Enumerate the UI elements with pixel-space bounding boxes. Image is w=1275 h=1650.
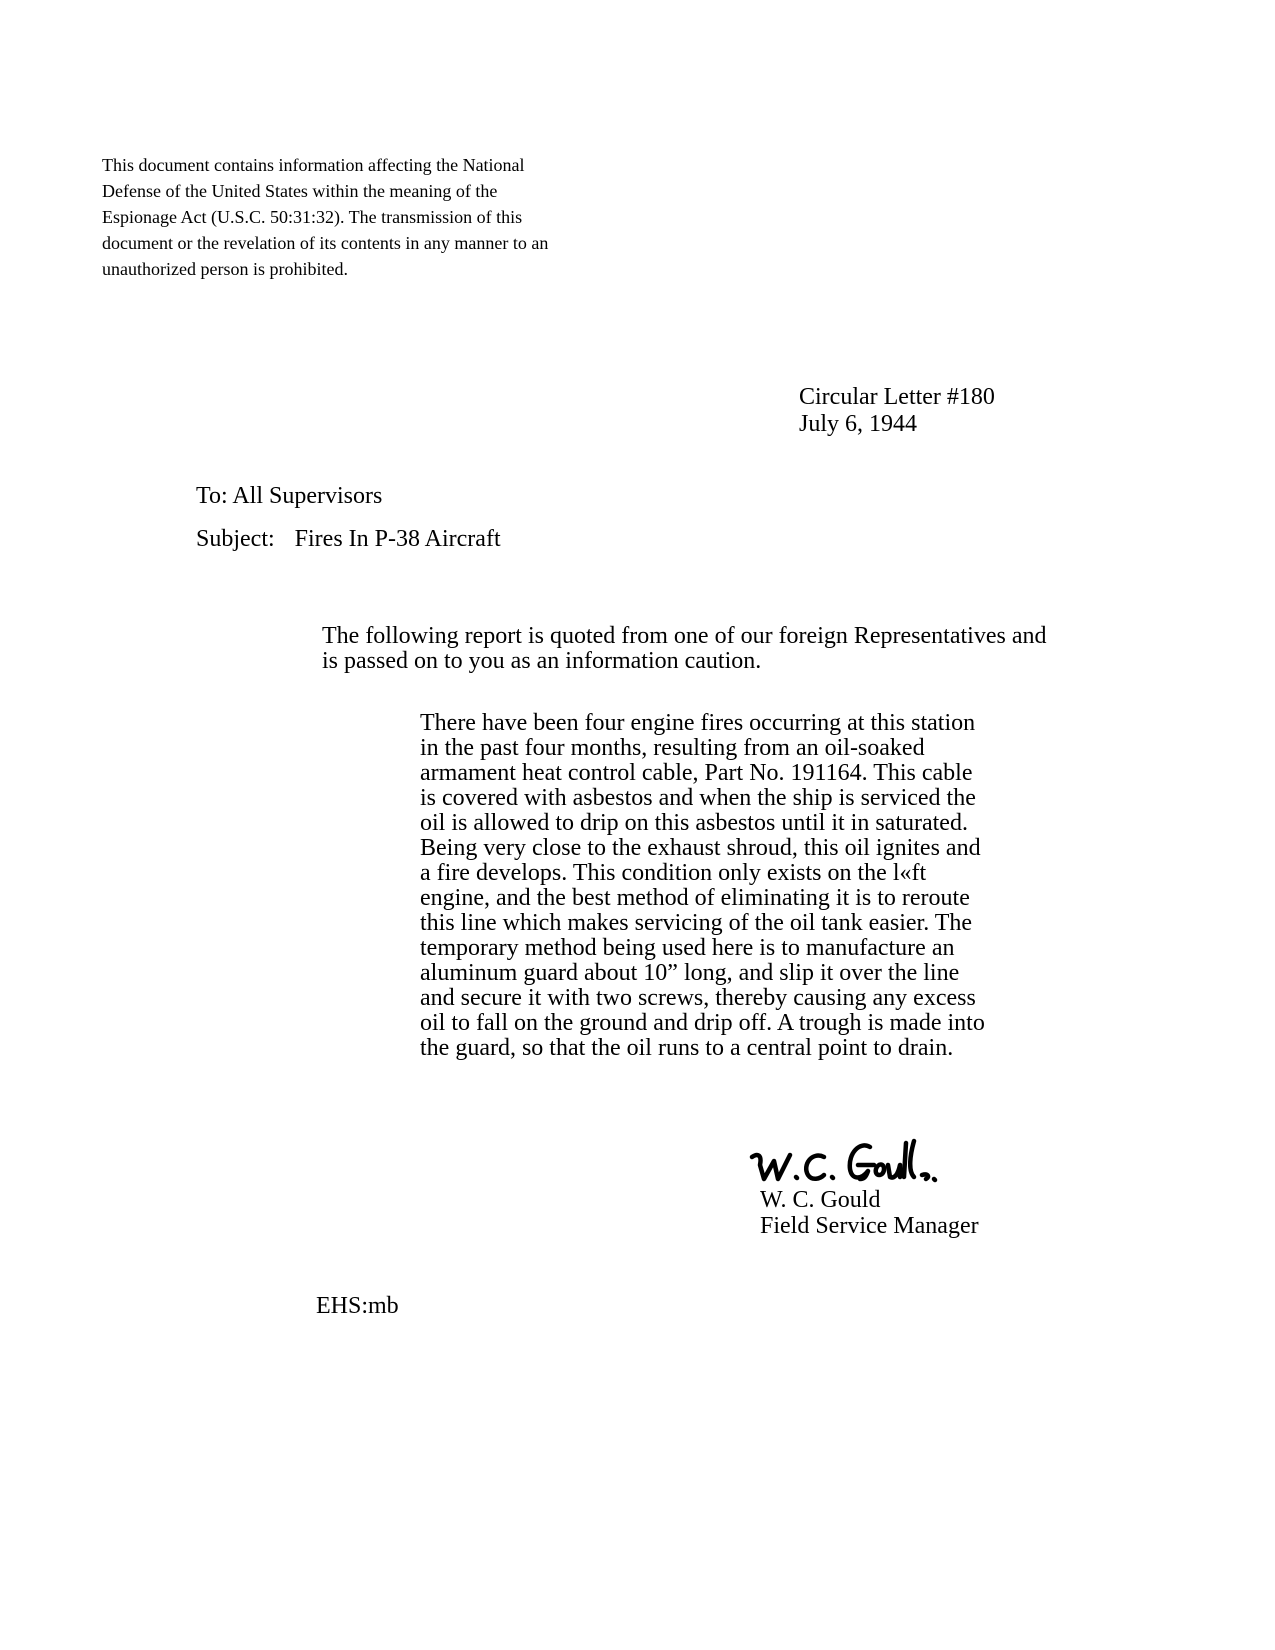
signature-stroke [796, 1177, 797, 1178]
notice-line: document or the revelation of its contents in any manner to an [102, 233, 549, 253]
signer-name: W. C. Gould [760, 1187, 881, 1213]
notice-line: unauthorized person is prohibited. [102, 259, 348, 279]
signature-stroke [752, 1155, 790, 1179]
signature-stroke [876, 1141, 928, 1179]
notice-line: Espionage Act (U.S.C. 50:31:32). The transmission of this [102, 207, 523, 227]
quote-line: Being very close to the exhaust shroud, this oil ignites and [420, 835, 981, 861]
signer-title: Field Service Manager [760, 1213, 979, 1239]
quote-line: engine, and the best method of eliminating it is to reroute [420, 885, 970, 911]
quote-line: is covered with asbestos and when the ship is serviced the [420, 785, 976, 811]
signature-stroke [850, 1145, 874, 1179]
quoted-report [420, 711, 1040, 1061]
intro-line: is passed on to you as an information caution. [322, 648, 762, 674]
quote-line: and secure it with two screws, thereby causing any excess [420, 985, 976, 1011]
quote-line: There have been four engine fires occurring at this station [420, 710, 976, 736]
intro-line: The following report is quoted from one of our foreign Representatives and [322, 623, 1047, 649]
quote-line: oil is allowed to drip on this asbestos until it in saturated. [420, 810, 968, 836]
subject-label: Subject: [196, 526, 275, 552]
signature-block [760, 1187, 979, 1239]
quote-line: the guard, so that the oil runs to a central point to drain. [420, 1035, 954, 1061]
signature-stroke [806, 1156, 824, 1179]
subject-line [196, 525, 501, 553]
subject-value: Fires In P-38 Aircraft [294, 526, 501, 552]
notice-line: Defense of the United States within the meaning of the [102, 181, 498, 201]
security-notice [102, 152, 642, 282]
letter-date: July 6, 1944 [799, 411, 918, 437]
signature-stroke [934, 1179, 935, 1180]
handwritten-signature [748, 1135, 968, 1195]
quote-line: this line which makes servicing of the oil tank easier. The [420, 910, 973, 936]
quote-line: a fire develops. This condition only exists on the l«ft [420, 860, 927, 886]
quote-line: in the past four months, resulting from an oil-soaked [420, 735, 925, 761]
quote-line: armament heat control cable, Part No. 191164. This cable [420, 760, 973, 786]
quote-line: oil to fall on the ground and drip off. A trough is made into [420, 1010, 985, 1036]
intro-paragraph [322, 624, 1082, 674]
signature-stroke [832, 1177, 833, 1178]
recipient-line: To: All Supervisors [196, 483, 383, 509]
circular-number: Circular Letter #180 [799, 384, 995, 410]
quote-line: temporary method being used here is to manufacture an [420, 935, 955, 961]
typist-initials: EHS:mb [316, 1293, 399, 1319]
quote-line: aluminum guard about 10” long, and slip it over the line [420, 960, 960, 986]
notice-line: This document contains information affecting the National [102, 155, 525, 175]
letter-header [799, 384, 995, 438]
